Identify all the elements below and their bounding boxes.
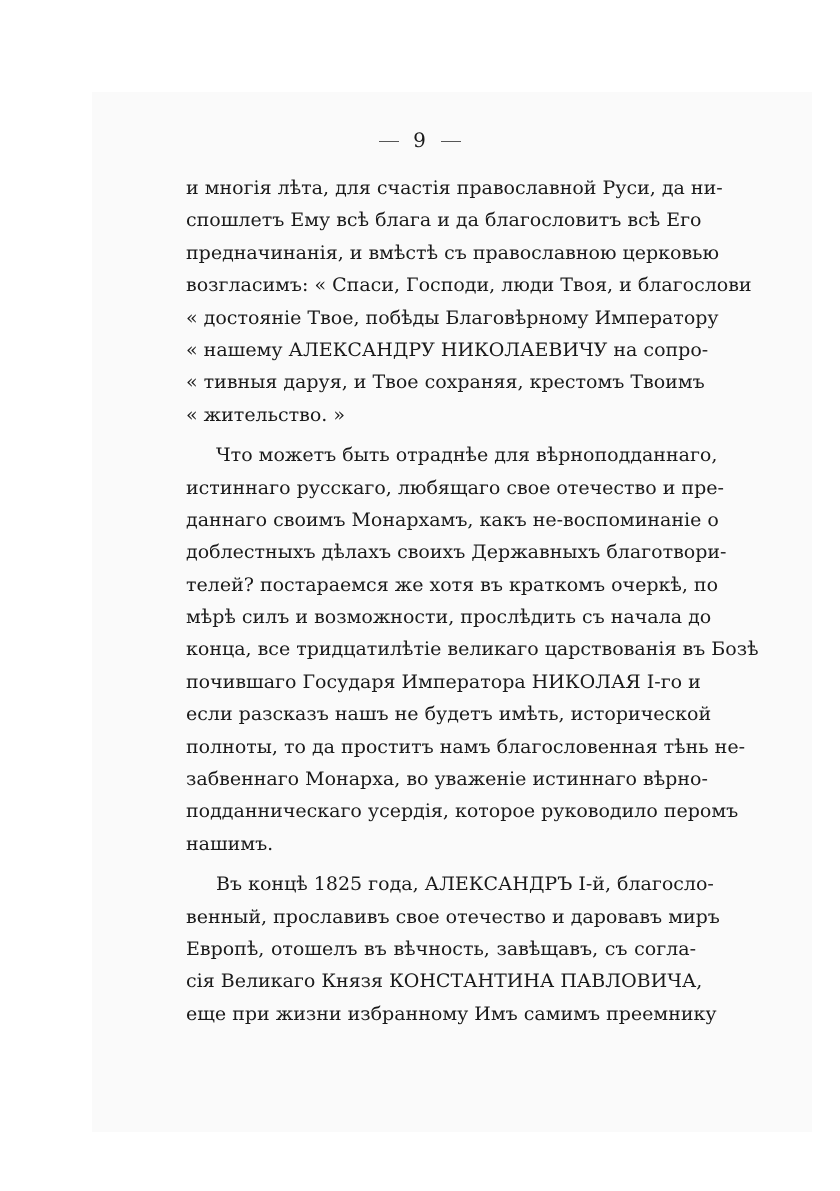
- text-line: мѣрѣ силъ и возможности, прослѣдить съ начала до: [186, 606, 712, 629]
- text-line: еще при жизни избранному Имъ самимъ преемнику: [186, 1002, 717, 1025]
- text-line: « нашему АЛЕКСАНДРУ НИКОЛАЕВИЧУ на сопро-: [186, 338, 709, 361]
- text-line: Европѣ, отошелъ въ вѣчность, завѣщавъ, съ согла-: [186, 937, 696, 960]
- body-text: [186, 172, 759, 1030]
- text-line: предначинанія, и вмѣстѣ съ православною церковью: [186, 241, 720, 264]
- text-line: если разсказъ нашъ не будетъ имѣть, исторической: [186, 703, 712, 726]
- text-line: « тивныя даруя, и Твое сохраняя, крестомъ Твоимъ: [186, 371, 705, 394]
- text-line: забвеннаго Монарха, во уваженіе истиннаго вѣрно-: [186, 768, 708, 791]
- text-line: спошлетъ Ему всѣ блага и да благословитъ всѣ Его: [186, 209, 702, 232]
- text-line: даннаго своимъ Монархамъ, какъ не-воспоминаніе о: [186, 508, 719, 531]
- page-number: 9: [413, 128, 427, 152]
- text-line: почившаго Государя Императора НИКОЛАЯ I-го и: [186, 670, 701, 693]
- page-header: [0, 128, 840, 152]
- text-line: « жительство. »: [186, 403, 345, 426]
- header-dash-left: [379, 141, 399, 142]
- text-line: телей? постараемся же хотя въ краткомъ очеркѣ, по: [186, 573, 719, 596]
- text-line: конца, все тридцатилѣтіе великаго царствованія въ Бозѣ: [186, 638, 759, 661]
- text-line: доблестныхъ дѣлахъ своихъ Державныхъ благотвори-: [186, 541, 727, 564]
- text-line: полноты, то да проститъ намъ благословенная тѣнь не-: [186, 735, 746, 758]
- text-line: венный, прославивъ свое отечество и даровавъ миръ: [186, 905, 720, 928]
- text-line: Что можетъ быть отраднѣе для вѣрноподданнаго,: [216, 444, 718, 467]
- text-line: возгласимъ: « Спаси, Господи, люди Твоя, и благослови: [186, 274, 752, 297]
- text-line: и многія лѣта, для счастія православной Руси, да ни-: [186, 177, 723, 199]
- text-line: истиннаго русскаго, любящаго свое отечество и пре-: [186, 476, 724, 499]
- text-line: сія Великаго Князя КОНСТАНТИНА ПАВЛОВИЧА,: [186, 970, 703, 993]
- text-line: нашимъ.: [186, 832, 274, 855]
- header-dash-right: [441, 141, 461, 142]
- text-line: подданническаго усердія, которое руководило перомъ: [186, 800, 739, 823]
- text-line: Въ концѣ 1825 года, АЛЕКСАНДРЪ I-й, благосло-: [216, 873, 714, 896]
- text-line: « достояніе Твое, побѣды Благовѣрному Императору: [186, 306, 719, 329]
